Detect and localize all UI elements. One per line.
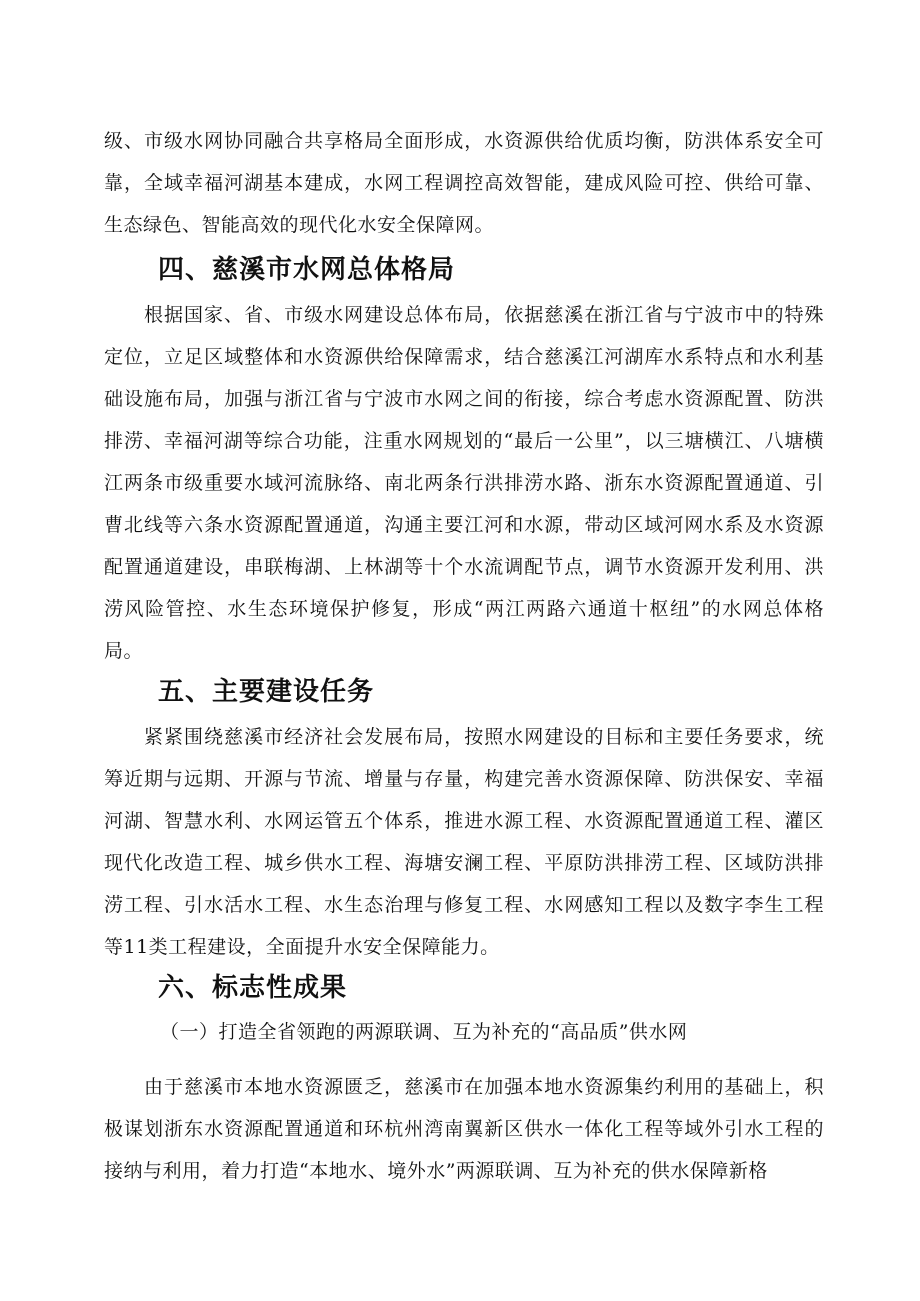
paragraph-section-5: 紧紧围绕慈溪市经济社会发展布局，按照水网建设的目标和主要任务要求，统筹近期与远期、开源与节流、增量与存量，构建完善水资源保障、防洪保安、幸福河湖、智慧水利、水网运管五个体系，推进水源工程、水资源配置通道工程、灌区现代化改造工程、城乡供水工程、海塘安澜工程、平原防洪排涝工程、区域防洪排涝工程、引水活水工程、水生态治理与修复工程、水网感知工程以及数字李生工程等11类工程建设，全面提升水安全保障能力。	[104, 726, 824, 958]
section-heading-6: 六、标志性成果	[158, 973, 348, 1003]
paragraph-section-4: 根据国家、省、市级水网建设总体布局，依据慈溪在浙江省与宁波市中的特殊定位，立足区域整体和水资源供给保障需求，结合慈溪江河湖库水系特点和水利基础设施布局，加强与浙江省与宁波市水网之间的衔接，综合考虑水资源配置、防洪排涝、幸福河湖等综合功能，注重水网规划的“最后一公里”，以三塘横江、八塘横江两条市级重要水域河流脉络、南北两条行洪排涝水路、浙东水资源配置通道、引曹北线等六条水资源配置通道，沟通主要江河和水源，带动区域河网水系及水资源配置通道建设，串联梅湖、上林湖等十个水流调配节点，调节水资源开发利用、洪涝风险管控、水生态环境保护修复，形成“两江两路六通道十枢纽”的水网总体格局。	[104, 304, 824, 662]
subsection-heading-1: （一）打造全省领跑的两源联调、互为补充的“高品质”供水网	[160, 1021, 688, 1043]
paragraph-subsection-1: 由于慈溪市本地水资源匮乏，慈溪市在加强本地水资源集约利用的基础上，积极谋划浙东水资源配置通道和环杭州湾南翼新区供水一体化工程等域外引水工程的接纳与利用，着力打造“本地水、境外水”两源联调、互为补充的供水保障新格	[104, 1076, 824, 1182]
paragraph-intro-continuation: 级、市级水网协同融合共享格局全面形成，水资源供给优质均衡，防洪体系安全可靠，全域幸福河湖基本建成，水网工程调控高效智能，建成风险可控、供给可靠、生态绿色、智能高效的现代化水安全保障网。	[104, 130, 824, 236]
section-heading-5: 五、主要建设任务	[158, 677, 375, 707]
section-heading-4: 四、慈溪市水网总体格局	[158, 255, 456, 285]
